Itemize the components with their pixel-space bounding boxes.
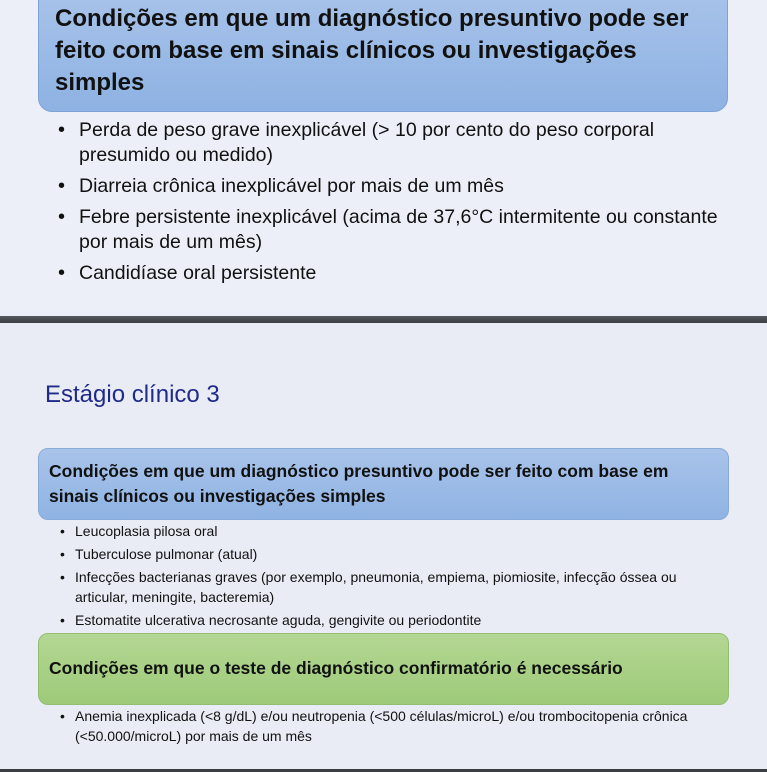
list-item: • Febre persistente inexplicável (acima de 37,6°C intermitente ou constante por mais de um mês) [58, 205, 718, 255]
list-item: • Perda de peso grave inexplicável (> 10 por cento do peso corporal presumido ou medido) [58, 118, 718, 168]
list-item: • Tuberculose pulmonar (atual) [60, 544, 720, 564]
confirmatory-header-box [38, 633, 729, 705]
confirmatory-list [60, 706, 720, 749]
list-item: • Anemia inexplicada (<8 g/dL) e/ou neutropenia (<500 células/microL) e/ou trombocitopenia crônica (<50.000/microL) por mais de um mês [60, 706, 720, 746]
list-item: • Infecções bacterianas graves (por exemplo, pneumonia, empiema, piomiosite, infecção óssea ou articular, meningite, bacteremia) [60, 567, 720, 607]
list-item: • Leucoplasia pilosa oral [60, 521, 720, 541]
slide-divider [0, 316, 767, 323]
list-item: • Estomatite ulcerativa necrosante aguda, gengivite ou periodontite [60, 610, 720, 630]
presumptive-list [60, 521, 720, 633]
list-item: • Diarreia crônica inexplicável por mais de um mês [58, 174, 718, 199]
section-title: Estágio clínico 3 [45, 381, 220, 408]
list-item: • Candidíase oral persistente [58, 261, 718, 286]
symptom-list [58, 118, 718, 286]
slide-header-title: Condições em que um diagnóstico presuntivo pode ser feito com base em sinais clínicos ou investigações simples [55, 5, 689, 96]
confirmatory-header-title: Condições em que o teste de diagnóstico confirmatório é necessário [49, 658, 623, 678]
slide-top [0, 0, 767, 316]
slide-header-presumptive [38, 0, 728, 112]
presumptive-header-box [38, 448, 729, 520]
presumptive-header-title: Condições em que um diagnóstico presuntivo pode ser feito com base em sinais clínicos ou investigações simples [49, 461, 669, 506]
